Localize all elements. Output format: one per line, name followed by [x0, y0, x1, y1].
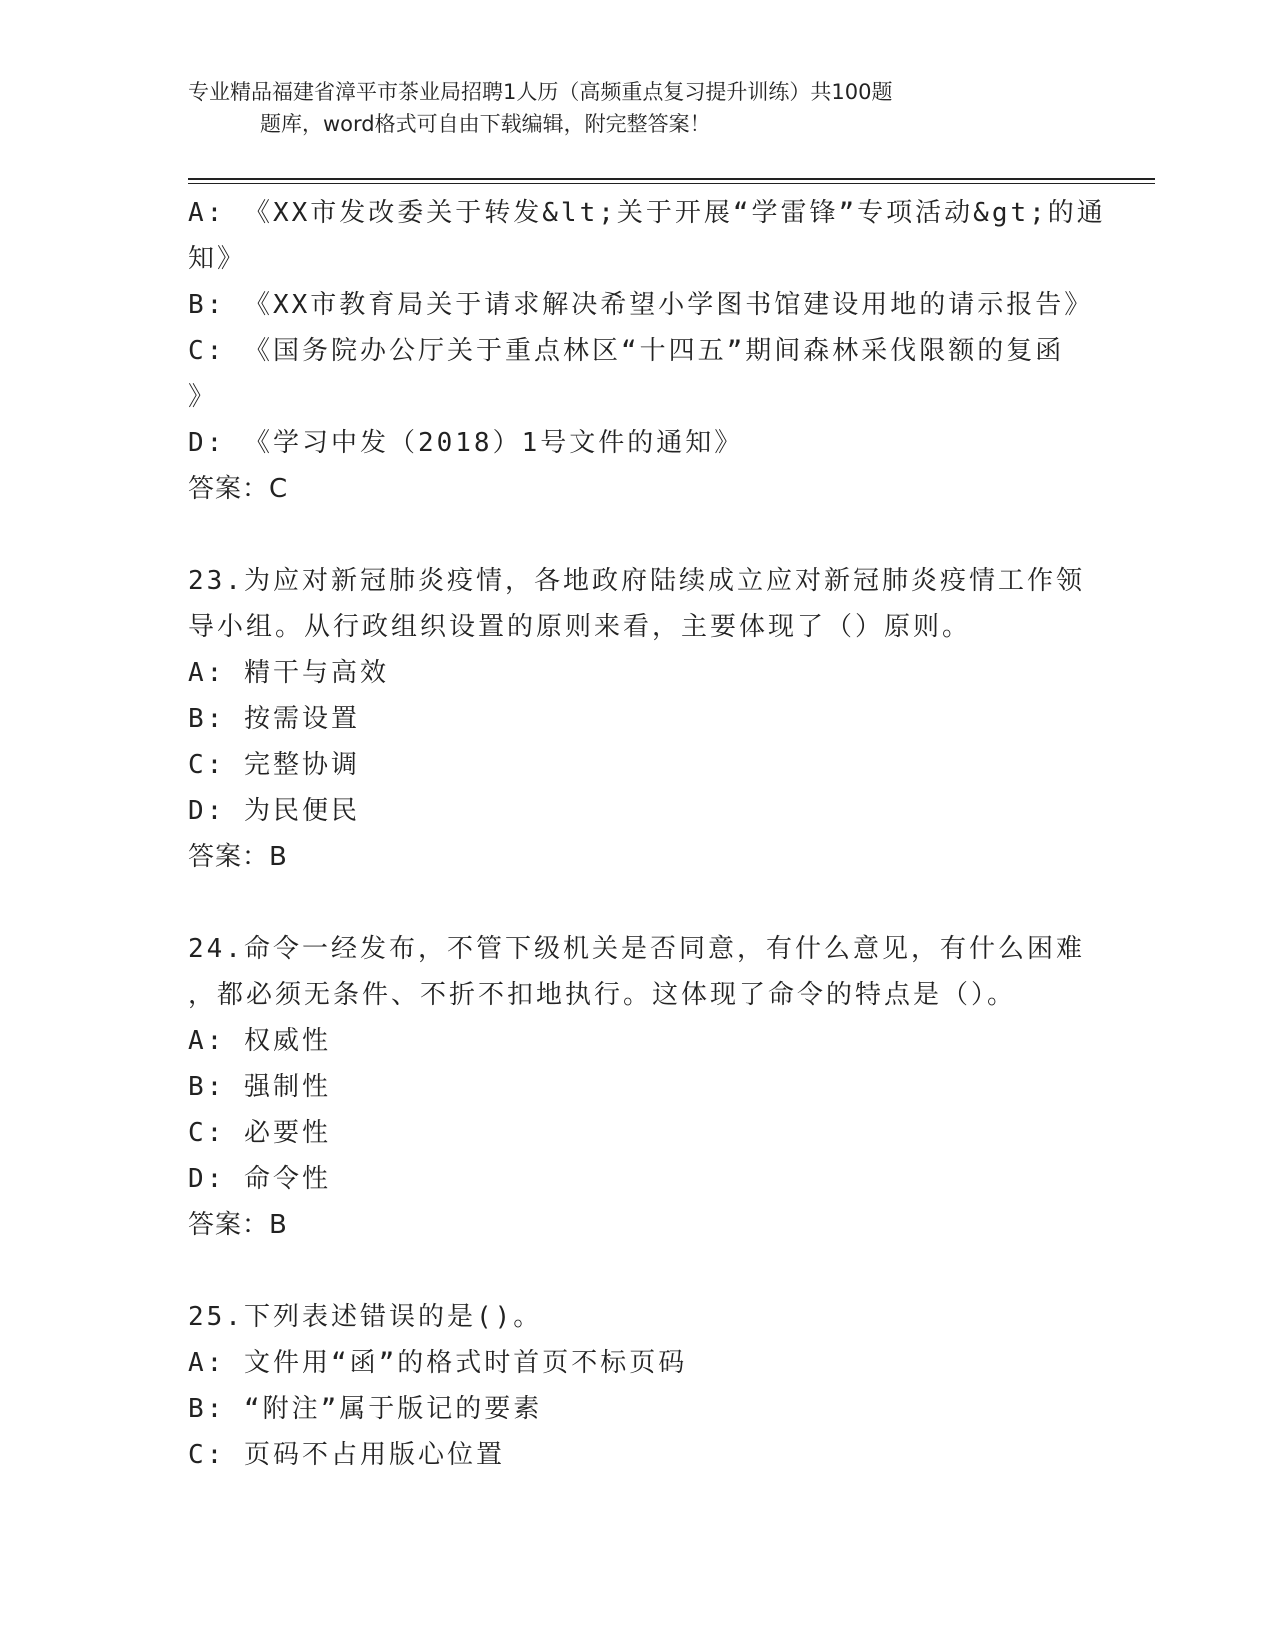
- option-b: B: 按需设置: [188, 704, 360, 734]
- question-stem-line1: 23.为应对新冠肺炎疫情，各地政府陆续成立应对新冠肺炎疫情工作领: [188, 566, 1085, 596]
- header-divider-thick: [188, 178, 1155, 180]
- option-b: B: 强制性: [188, 1072, 331, 1102]
- option-d: D: 为民便民: [188, 796, 360, 826]
- question-22: [188, 190, 1106, 512]
- spacer: [188, 1248, 1088, 1294]
- answer: 答案：B: [188, 1210, 288, 1240]
- option-a: A: 文件用“函”的格式时首页不标页码: [188, 1348, 688, 1378]
- spacer: [188, 880, 1088, 926]
- option-c: C: 完整协调: [188, 750, 360, 780]
- header-title-line1: 专业精品福建省漳平市茶业局招聘1人历（高频重点复习提升训练）共100题: [188, 80, 893, 104]
- question-24: [188, 926, 1088, 1248]
- question-23: [188, 558, 1088, 880]
- option-c-line1: C: 《国务院办公厅关于重点林区“十四五”期间森林采伐限额的复函: [188, 336, 1065, 366]
- option-c: C: 页码不占用版心位置: [188, 1440, 505, 1470]
- question-stem-line2: 导小组。从行政组织设置的原则来看，主要体现了（）原则。: [188, 612, 972, 642]
- option-c-line2: 》: [188, 382, 218, 412]
- spacer: [188, 512, 1088, 558]
- option-a-line2: 知》: [188, 244, 247, 274]
- option-d: D: 命令性: [188, 1164, 331, 1194]
- question-stem-line1: 24.命令一经发布，不管下级机关是否同意，有什么意见，有什么困难: [188, 934, 1085, 964]
- header-divider-thin: [188, 183, 1155, 184]
- question-25: [188, 1294, 1088, 1478]
- question-content: [188, 190, 1106, 1478]
- header-title-line2: 题库，word格式可自由下载编辑，附完整答案！: [260, 112, 711, 136]
- option-c: C: 必要性: [188, 1118, 331, 1148]
- question-stem-line2: ，都必须无条件、不折不扣地执行。这体现了命令的特点是（）。: [188, 980, 1017, 1010]
- answer: 答案：C: [188, 474, 289, 504]
- document-header: [188, 76, 1068, 140]
- option-a: A: 精干与高效: [188, 658, 389, 688]
- option-b: B: 《XX市教育局关于请求解决希望小学图书馆建设用地的请示报告》: [188, 290, 1094, 320]
- option-a: A: 权威性: [188, 1026, 331, 1056]
- question-stem: 25.下列表述错误的是()。: [188, 1302, 543, 1332]
- option-a-line1: A: 《XX市发改委关于转发&lt;关于开展“学雷锋”专项活动&gt;的通: [188, 198, 1106, 228]
- answer: 答案：B: [188, 842, 288, 872]
- option-b: B: “附注”属于版记的要素: [188, 1394, 543, 1424]
- option-d: D: 《学习中发（2018）1号文件的通知》: [188, 428, 744, 458]
